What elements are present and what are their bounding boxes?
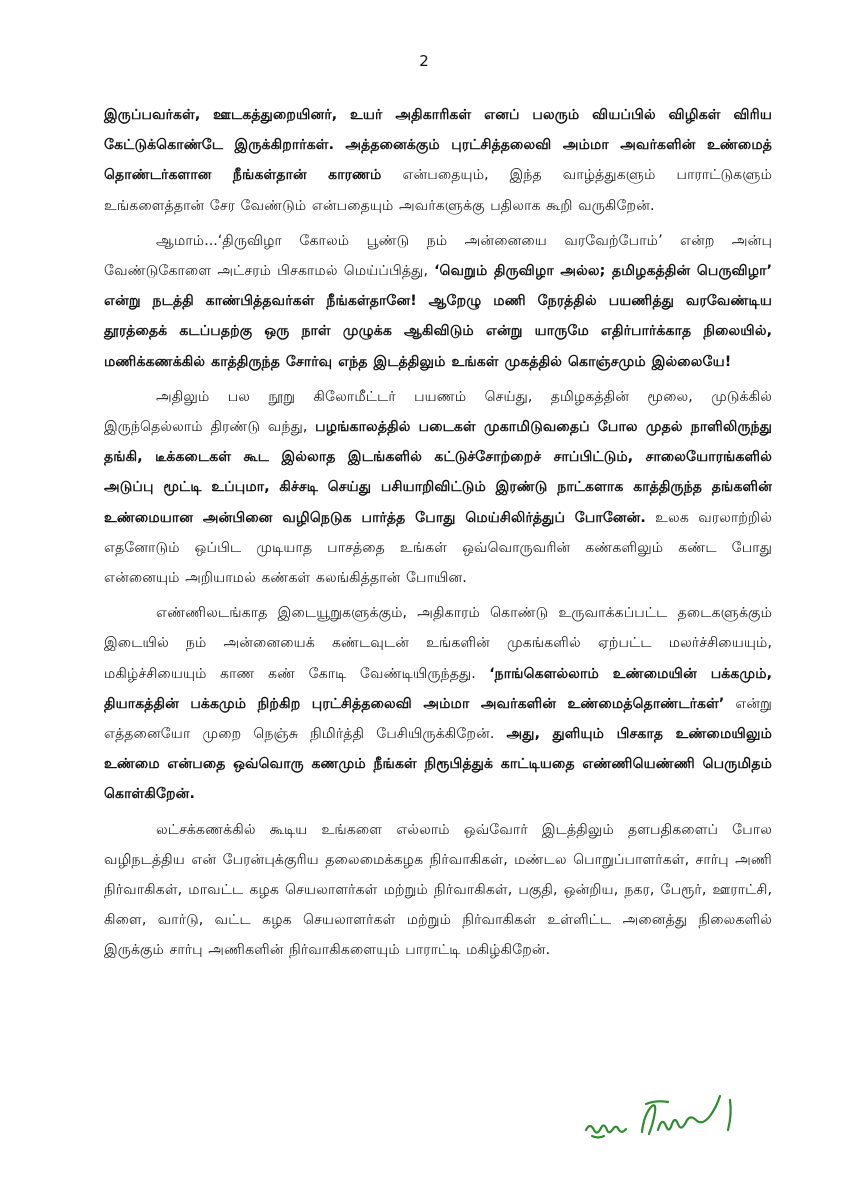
paragraph-4-span-1: எண்ணிலடங்காத இடையூறுகளுக்கும், அதிகாரம் கொண்டு உருவாக்கப்பட்ட தடைகளுக்கும் இடையில் நம் அன்னையைக் கண்டவுடன் உங்களின் முகங்களில் ஏற்பட்ட மலர்ச்சியையும், மகிழ்ச்சியையும் காண கண் கோடி வேண்டியிருந்தது. (104, 605, 772, 682)
paragraph-4-span-2: ‘நாங்கெளல்லாம் உண்மையின் பக்கமும், தியாகத்தின் பக்கமும் நிற்கிற புரட்சித்தலைவி அம்மா அவர்களின் உண்மைத்தொண்டர்கள்’ (104, 665, 772, 712)
paragraph-4-span-4: அது, துளியும் பிசகாத உண்மையிலும் உண்மை என்பதை ஒவ்வொரு கணமும் நீங்கள் நிரூபித்துக் காட்டியதை எண்ணியெண்ணி பெருமிதம் கொள்கிறேன். (104, 726, 772, 803)
paragraph-1-span-1: இருப்பவர்கள், ஊடகத்துறையினர், உயர் அதிகாரிகள் எனப் பலரும் வியப்பில் விழிகள் விரிய கேட்டுக்கொண்டே இருக்கிறார்கள். அத்தனைக்கும் புரட்சித்தலைவி அம்மா அவர்களின் உண்மைத் தொண்டர்களான நீங்கள்தான் காரணம் (104, 107, 772, 184)
paragraph-5 (104, 815, 772, 966)
paragraph-3-span-1: அதிலும் பல நூறு கிலோமீட்டர் பயணம் செய்து, தமிழகத்தின் மூலை, முடுக்கில் இருந்தெல்லாம் திரண்டு வந்து, (104, 388, 772, 436)
signature (580, 1090, 770, 1150)
paragraph-2-span-2: ‘வெறும் திருவிழா அல்ல; தமிழகத்தின் பெருவிழா’ என்று நடத்தி காண்பித்தவர்கள் நீங்கள்தானே! ஆறேழு மணி நேரத்தில் பயணித்து வரவேண்டிய தூரத்தைக் கடப்பதற்கு ஒரு நாள் முழுக்க ஆகிவிடும் என்று யாருமே எதிர்பார்க்காத நிலையில், மணிக்கணக்கில் காத்திருந்த சோர்வு எந்த இடத்திலும் உங்கள் முகத்தில் கொஞ்சமும் இல்லையே! (104, 263, 772, 370)
paragraph-3 (104, 382, 772, 593)
paragraph-3-span-3: உலக வரலாற்றில் எதனோடும் ஒப்பிட முடியாத பாசத்தை உங்கள் ஒவ்வொருவரின் கண்களிலும் கண்ட போது என்னையும் அறியாமல் கண்கள் கலங்கித்தான் போயின. (104, 509, 772, 587)
paragraph-5-span-1: லட்சக்கணக்கில் கூடிய உங்களை எல்லாம் ஒவ்வோர் இடத்திலும் தளபதிகளைப் போல வழிநடத்திய என் பேரன்புக்குரிய தலைமைக்கழக நிர்வாகிகள், மண்டல பொறுப்பாளர்கள், சார்பு அணி நிர்வாகிகள், மாவட்ட கழக செயலாளர்கள் மற்றும் நிர்வாகிகள், பகுதி, ஒன்றிய, நகர, பேரூர், ஊராட்சி, கிளை, வார்டு, வட்ட கழக செயலாளர்கள் மற்றும் நிர்வாகிகள் உள்ளிட்ட அனைத்து நிலைகளில் இருக்கும் சார்பு அணிகளின் நிர்வாகிகளையும் பாராட்டி மகிழ்கிறேன். (104, 821, 772, 959)
paragraph-1-span-2: என்பதையும், இந்த வாழ்த்துகளும் பாராட்டுகளும் உங்களைத்தான் சேர வேண்டும் என்பதையும் அவர்களுக்கு பதிலாக கூறி வருகிறேன். (104, 167, 772, 214)
paragraph-1 (104, 100, 772, 221)
paragraph-2-span-1: ஆமாம்...‘திருவிழா கோலம் பூண்டு நம் அன்னையை வரவேற்போம்’ என்ற அன்பு வேண்டுகோளை அட்சரம் பிசகாமல் மெய்ப்பித்து, (104, 232, 772, 280)
paragraph-4 (104, 598, 772, 809)
signature-strokes (586, 1096, 731, 1138)
paragraph-3-span-2: பழங்காலத்தில் படைகள் முகாமிடுவதைப் போல முதல் நாளிலிருந்து தங்கி, டீக்கடைகள் கூட இல்லாத இடங்களில் கட்டுச்சோற்றைச் சாப்பிட்டும், சாலையோரங்களில் அடுப்பு மூட்டி உப்புமா, கிச்சடி செய்து பசியாறிவிட்டும் இரண்டு நாட்களாக காத்திருந்த தங்களின் உண்மையான அன்பினை வழிநெடுக பார்த்த போது மெய்சிலிர்த்துப் போனேன். (104, 419, 772, 526)
page-number: 2 (419, 52, 429, 70)
document-body (104, 100, 772, 971)
paragraph-4-span-3: என்று எத்தனையோ முறை நெஞ்சு நிமிர்த்தி பேசியிருக்கிறேன். (104, 695, 773, 743)
paragraph-2 (104, 226, 772, 377)
